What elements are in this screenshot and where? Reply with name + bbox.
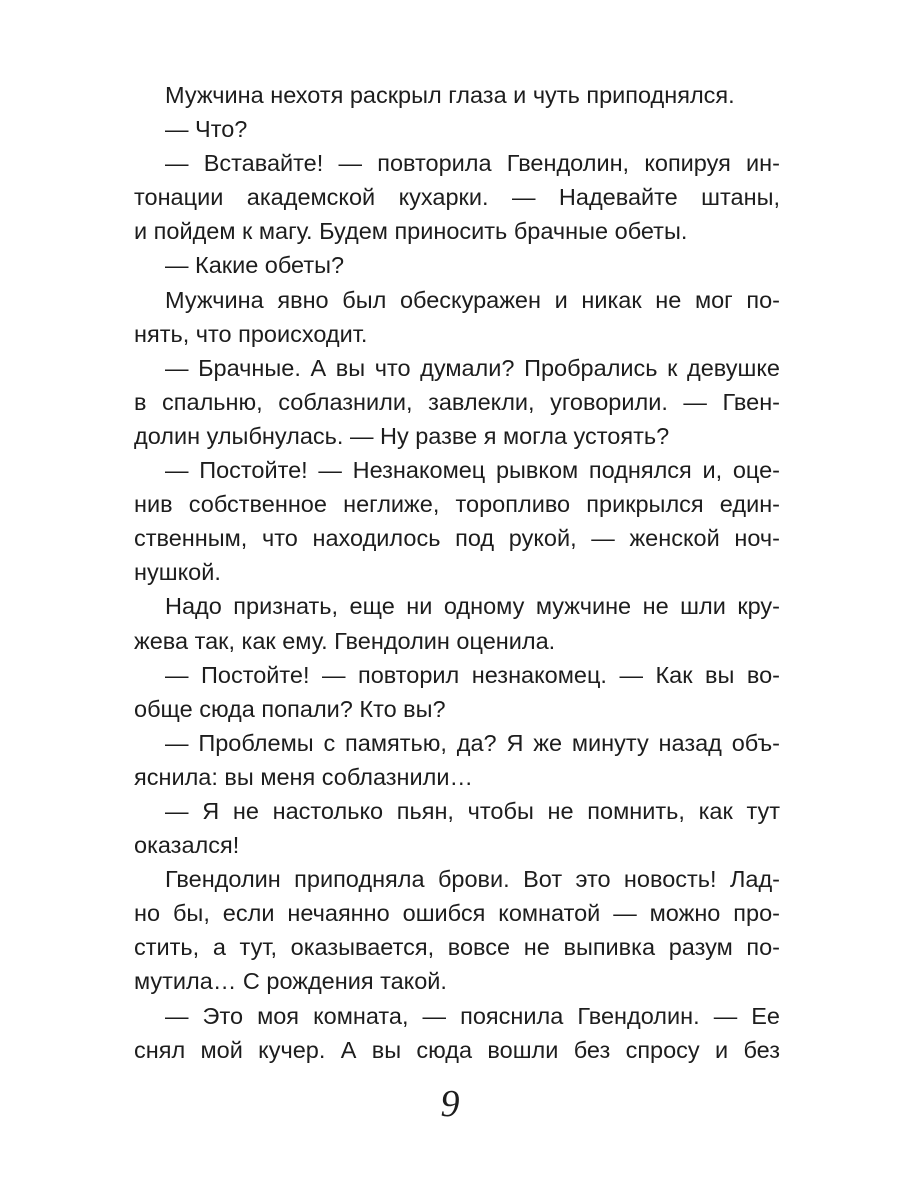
text-line: оказался! [134,832,240,859]
text-line: — Вставайте! — повторила Гвендолин, копируя ин- [165,150,780,177]
text-line: нять, что происходит. [134,320,368,347]
text-line: стить, а тут, оказывается, вовсе не выпивка разум по- [134,934,780,961]
text-line: Мужчина явно был обескуражен и никак не мог по- [165,286,780,313]
text-line: — Какие обеты? [165,252,345,279]
text-line: ственным, что находилось под рукой, — женской ноч- [134,525,780,552]
text-line: — Проблемы с памятью, да? Я же минуту назад объ- [165,729,780,756]
text-line: но бы, если нечаянно ошибся комнатой — можно про- [134,900,780,927]
text-line: — Брачные. А вы что думали? Пробрались к девушке [165,354,780,381]
text-line: обще сюда попали? Кто вы? [134,695,446,722]
text-line: Мужчина нехотя раскрыл глаза и чуть приподнялся. [165,82,735,108]
text-line: — Я не настолько пьян, чтобы не помнить, как тут [165,797,780,824]
text-line: — Что? [165,116,248,143]
body-text [134,78,780,1067]
text-line: нушкой. [134,559,221,586]
page-number: 9 [440,1083,460,1125]
text-line: — Постойте! — повторил незнакомец. — Как вы во- [165,661,780,688]
text-line: снял мой кучер. А вы сюда вошли без спросу и без [134,1036,780,1063]
text-line: — Постойте! — Незнакомец рывком поднялся и, оце- [165,457,780,484]
text-line: — Это моя комната, — пояснила Гвендолин. — Ее [165,1002,780,1029]
text-line: жева так, как ему. Гвендолин оценила. [134,627,556,654]
text-line: нив собственное неглиже, торопливо прикрылся един- [134,491,780,518]
text-line: мутила… С рождения такой. [134,968,447,995]
text-line: яснила: вы меня соблазнили… [134,763,474,790]
text-line: тонации академской кухарки. — Надевайте штаны, [134,184,780,211]
text-line: и пойдем к магу. Будем приносить брачные обеты. [134,218,688,245]
text-line: Гвендолин приподняла брови. Вот это новость! Лад- [165,866,780,893]
text-line: Надо признать, еще ни одному мужчине не шли кру- [165,593,780,620]
text-line: в спальню, соблазнили, завлекли, уговорили. — Гвен- [134,388,780,415]
text-line: долин улыбнулась. — Ну разве я могла устоять? [134,422,670,449]
